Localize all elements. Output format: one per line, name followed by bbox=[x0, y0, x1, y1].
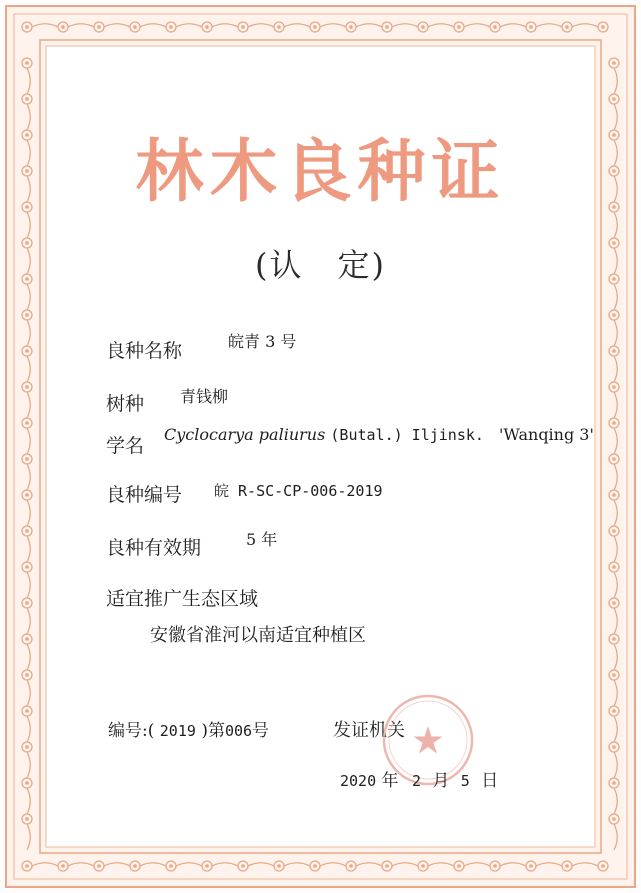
serial-number bbox=[108, 716, 269, 741]
date-month-unit: 月 bbox=[432, 771, 450, 791]
serial-number-value: 006 bbox=[224, 722, 253, 740]
region-value: 安徽省淮河以南适宜种植区 bbox=[150, 625, 366, 646]
region-label: 适宜推广生态区域 bbox=[106, 588, 259, 610]
certificate-subtitle: (认 定) bbox=[255, 246, 386, 284]
date-day: 5 bbox=[460, 772, 470, 790]
date-year: 2020 bbox=[340, 772, 377, 790]
validity-label: 良种有效期 bbox=[106, 537, 202, 559]
date-day-unit: 日 bbox=[481, 771, 499, 791]
serial-year: 2019 bbox=[159, 722, 196, 740]
date-month: 2 bbox=[411, 772, 421, 790]
variety-code-label: 良种编号 bbox=[106, 484, 183, 506]
serial-prefix: 编号:( bbox=[108, 721, 155, 741]
certificate-title: 林木良种证 bbox=[135, 133, 506, 212]
variety-name-label: 良种名称 bbox=[106, 340, 183, 362]
species-label: 树种 bbox=[106, 393, 145, 415]
variety-name-value: 皖青 3 号 bbox=[228, 332, 297, 351]
date-year-unit: 年 bbox=[381, 771, 399, 791]
validity-value: 5 年 bbox=[246, 530, 278, 549]
scientific-genus: Cyclocarya paliurus bbox=[164, 425, 326, 444]
scientific-author: (Butal.) Iljinsk. bbox=[330, 426, 484, 444]
scientific-cultivar: 'Wanqing 3' bbox=[499, 425, 594, 444]
serial-suffix: 号 bbox=[252, 721, 270, 741]
variety-code-value: 皖 R-SC-CP-006-2019 bbox=[214, 482, 383, 500]
issuer-label: 发证机关 bbox=[333, 720, 405, 741]
serial-mid: )第 bbox=[201, 721, 225, 741]
species-value: 青钱柳 bbox=[180, 387, 229, 406]
issue-date bbox=[340, 766, 498, 791]
scientific-name-label: 学名 bbox=[106, 435, 145, 457]
scientific-name-value bbox=[164, 425, 594, 444]
